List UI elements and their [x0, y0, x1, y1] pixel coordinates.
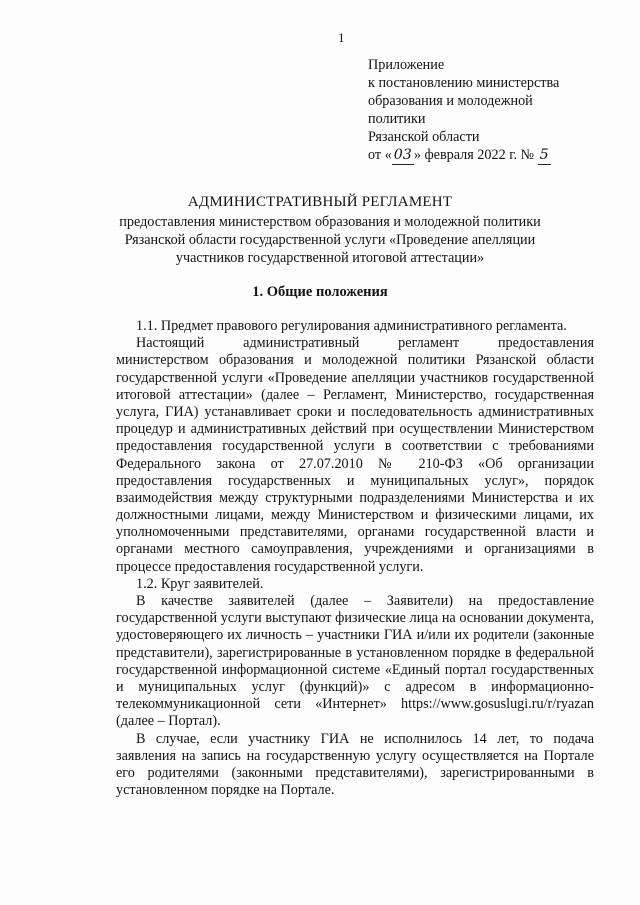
- body-line: органами местного самоуправления, учреждениями и организациями в: [116, 541, 594, 558]
- body-line: заявления на запись на государственную услугу осуществляется на Портале: [116, 747, 594, 764]
- body-line: процессе предоставления государственной услуги.: [116, 558, 424, 575]
- body-line: государственной услуги «Проведение апелляции участников государственной: [116, 369, 594, 386]
- appendix-line: Приложение: [368, 57, 445, 73]
- body-line: министерством образования и молодежной политики Рязанской области: [116, 352, 594, 369]
- appendix-block: [368, 56, 618, 165]
- appendix-date-line: [368, 146, 618, 165]
- body-line: и муниципальных услуг (функций)» с адресом в информационно-: [116, 678, 594, 695]
- body-line: 1.2. Круг заявителей.: [136, 575, 264, 592]
- body-line: Федерального закона от 27.07.2010 № 210-ФЗ «Об организации: [116, 455, 594, 472]
- body-line: государственной информационной системе «Единый портал государственных: [116, 661, 594, 678]
- subtitle-line: предоставления министерством образования и молодежной политики: [119, 214, 541, 230]
- body-line: (далее – Портал).: [116, 713, 221, 730]
- handwritten-number: 5: [539, 147, 549, 163]
- body-line: его родителями (законными представителями), зарегистрированными в: [116, 764, 594, 781]
- subtitle-line: Рязанской области государственной услуги «Проведение апелляции: [124, 232, 536, 248]
- document-subtitle: [100, 213, 560, 267]
- body-line: В качестве заявителей (далее – Заявители) на предоставление: [136, 593, 594, 609]
- handwritten-day: 03: [393, 147, 412, 163]
- appendix-line: Рязанской области: [368, 129, 480, 145]
- appendix-line: образования и молодежной: [368, 93, 533, 109]
- body-line: государственной услуги выступают физические лица на основании документа,: [116, 610, 594, 627]
- section-heading: 1. Общие положения: [252, 284, 388, 300]
- body-line: В случае, если участнику ГИА не исполнилось 14 лет, то подача: [136, 730, 594, 747]
- body-line: Настоящий административный регламент предоставления: [136, 335, 594, 352]
- subtitle-line: участников государственной итоговой аттестации»: [175, 250, 485, 266]
- body-line: 1.1. Предмет правового регулирования административного регламента.: [136, 318, 567, 334]
- appendix-line: политики: [368, 111, 426, 127]
- page-number: 1: [338, 30, 345, 45]
- body-line: представители), зарегистрированные в установленном порядке в федеральной: [116, 644, 594, 661]
- body-line: должностными лицами, между Министерством и физическими лицами, их: [116, 507, 594, 524]
- body-line: предоставления государственных и муниципальных услуг», порядок: [116, 472, 594, 489]
- appendix-line: к постановлению министерства: [368, 75, 560, 91]
- body-line: услуга, ГИА) устанавливает сроки и последовательность административных: [116, 403, 594, 420]
- body-line: процедур и административных действий при осуществлении Министерством: [116, 421, 594, 438]
- date-middle: » февраля 2022 г. №: [413, 147, 535, 163]
- body-line: удостоверяющего их личность – участники ГИА и/или их родители (законные: [116, 627, 594, 644]
- body-line: телекоммуникационной сети «Интернет» https://www.gosuslugi.ru/r/ryazan: [116, 696, 594, 713]
- body-line: предоставления государственной услуги в соответствии с требованиями: [116, 438, 594, 455]
- body-line: уполномоченными представителями, органами государственной власти и: [116, 524, 594, 541]
- body-text: [116, 318, 594, 799]
- document-title: АДМИНИСТРАТИВНЫЙ РЕГЛАМЕНТ: [187, 194, 453, 210]
- body-line: итоговой аттестации» (далее – Регламент, Министерство, государственная: [116, 386, 594, 403]
- body-line: установленном порядке на Портале.: [116, 782, 335, 799]
- body-line: взаимодействия между структурными подразделениями Министерства и их: [116, 489, 594, 506]
- date-prefix: от «: [368, 147, 392, 163]
